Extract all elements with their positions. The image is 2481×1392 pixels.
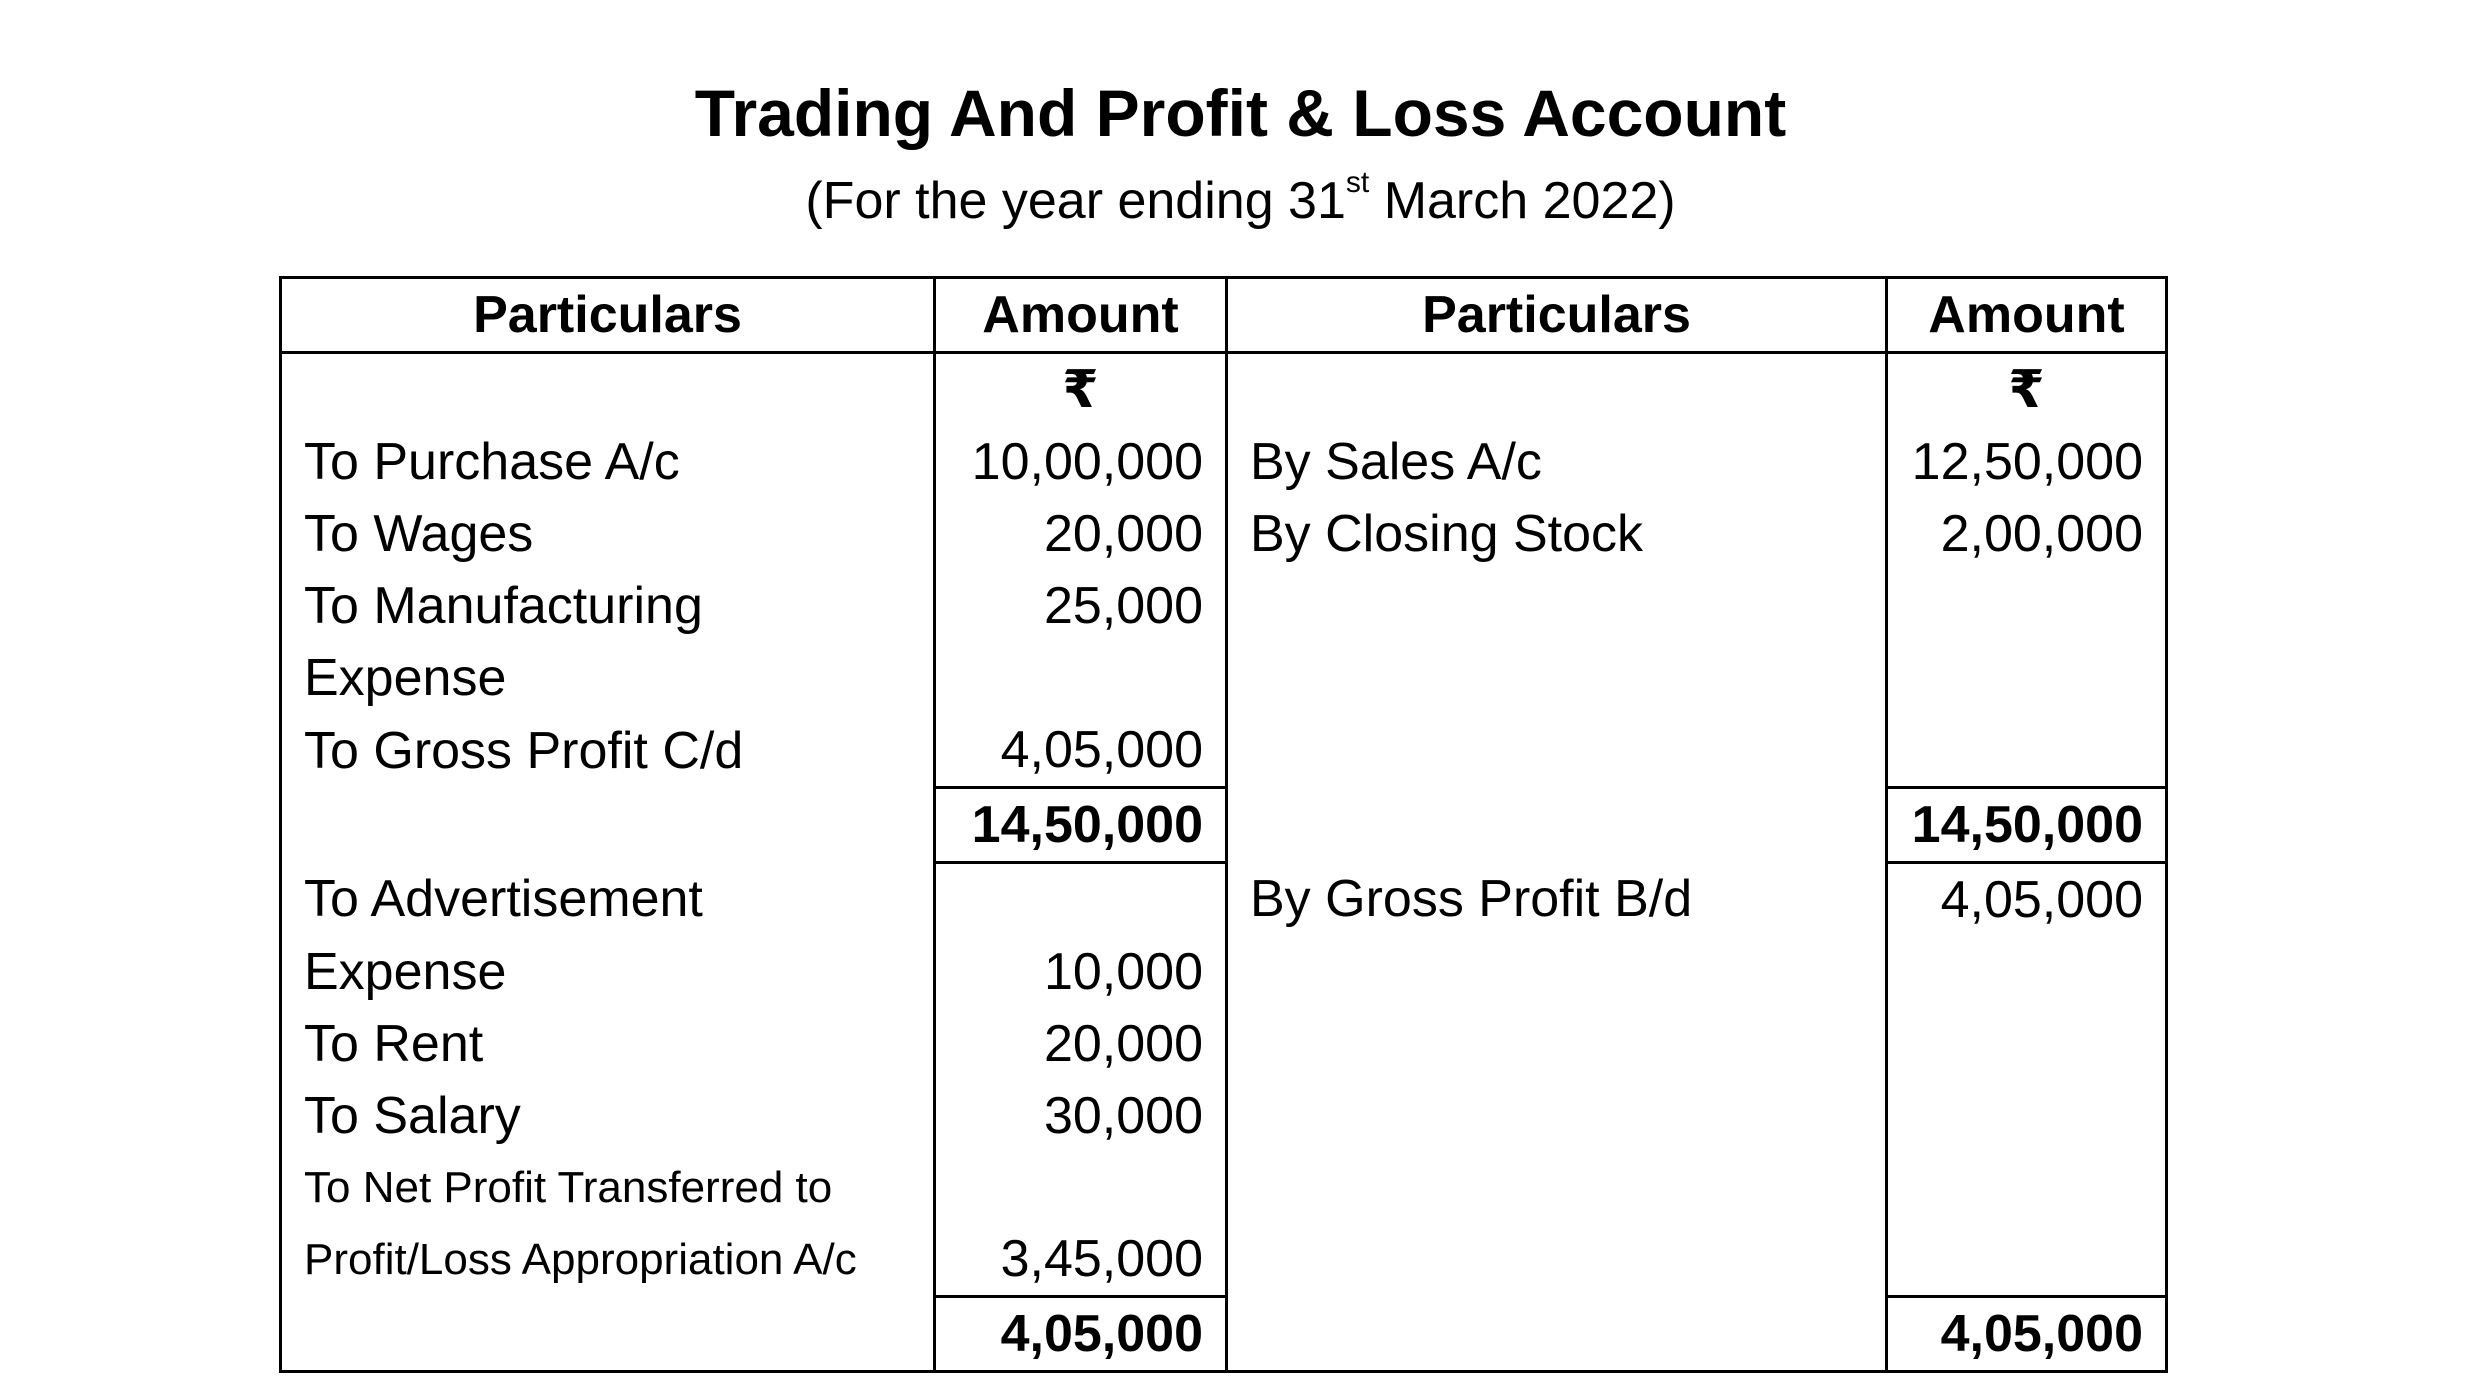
empty-cell: [281, 353, 935, 427]
subtitle-suffix: March 2022): [1369, 172, 1676, 230]
credit-amount: 4,05,000: [1887, 863, 2167, 937]
debit-particular: To Purchase A/c: [281, 426, 935, 498]
profit-loss-total-row: [281, 1296, 2167, 1371]
credit-particular: By Gross Profit B/d: [1227, 863, 1887, 937]
debit-amount: 30,000: [935, 1080, 1227, 1152]
credit-amount: 12,50,000: [1887, 426, 2167, 498]
empty-cell: [1887, 936, 2167, 1008]
rupee-symbol-credit: ₹: [1887, 353, 2167, 427]
currency-row: [281, 353, 2167, 427]
debit-particular: Expense: [281, 642, 935, 714]
empty-cell: [1227, 642, 1887, 714]
profit-loss-credit-total: 4,05,000: [1887, 1296, 2167, 1371]
column-header-particulars-debit: Particulars: [281, 278, 935, 353]
debit-amount: [935, 863, 1227, 937]
profit-loss-debit-total: 4,05,000: [935, 1296, 1227, 1371]
period-subtitle: [0, 165, 2481, 237]
empty-cell: [1887, 1152, 2167, 1296]
empty-cell: [281, 788, 935, 863]
rupee-symbol-debit: ₹: [935, 353, 1227, 427]
debit-particular: To Manufacturing: [281, 570, 935, 642]
empty-cell: [1227, 1152, 1887, 1296]
table-row: [281, 714, 2167, 788]
debit-particular: To Salary: [281, 1080, 935, 1152]
debit-amount: 20,000: [935, 498, 1227, 570]
empty-cell: [1887, 1080, 2167, 1152]
empty-cell: [1887, 642, 2167, 714]
empty-cell: [1227, 714, 1887, 788]
debit-amount: [935, 642, 1227, 714]
page-title: Trading And Profit & Loss Account: [694, 76, 1787, 150]
empty-cell: [1887, 570, 2167, 642]
table-row: [281, 1008, 2167, 1080]
table-row: [281, 936, 2167, 1008]
table-row: [281, 426, 2167, 498]
debit-amount: 4,05,000: [935, 714, 1227, 788]
empty-cell: [1227, 570, 1887, 642]
net-profit-line-2: Profit/Loss Appropriation A/c: [304, 1235, 857, 1284]
table-header-row: [281, 278, 2167, 353]
table-row: [281, 863, 2167, 937]
debit-particular: To Rent: [281, 1008, 935, 1080]
credit-amount: 2,00,000: [1887, 498, 2167, 570]
account-table: [279, 276, 2168, 1373]
empty-cell: [1227, 936, 1887, 1008]
column-header-particulars-credit: Particulars: [1227, 278, 1887, 353]
empty-cell: [1887, 1008, 2167, 1080]
trading-credit-total: 14,50,000: [1887, 788, 2167, 863]
debit-particular: To Advertisement: [281, 863, 935, 937]
empty-cell: [1227, 1008, 1887, 1080]
debit-particular: Expense: [281, 936, 935, 1008]
table-row: [281, 498, 2167, 570]
subtitle-superscript: st: [1345, 166, 1370, 199]
debit-particular: To Gross Profit C/d: [281, 714, 935, 788]
empty-cell: [1227, 788, 1887, 863]
debit-amount: 10,00,000: [935, 426, 1227, 498]
empty-cell: [1227, 353, 1887, 427]
debit-amount: 10,000: [935, 936, 1227, 1008]
debit-particular: To Wages: [281, 498, 935, 570]
empty-cell: [281, 1296, 935, 1371]
credit-particular: By Sales A/c: [1227, 426, 1887, 498]
table-row: [281, 570, 2167, 642]
subtitle-prefix: (For the year ending 31: [805, 172, 1346, 230]
empty-cell: [1227, 1080, 1887, 1152]
trading-total-row: [281, 788, 2167, 863]
debit-amount: 3,45,000: [935, 1152, 1227, 1296]
trading-debit-total: 14,50,000: [935, 788, 1227, 863]
debit-amount: 25,000: [935, 570, 1227, 642]
table-row: [281, 642, 2167, 714]
debit-amount: 20,000: [935, 1008, 1227, 1080]
table-row: [281, 1080, 2167, 1152]
net-profit-line-1: To Net Profit Transferred to: [304, 1163, 833, 1212]
empty-cell: [1227, 1296, 1887, 1371]
empty-cell: [1887, 714, 2167, 788]
debit-particular-net-profit: [281, 1152, 935, 1296]
table-row: [281, 1152, 2167, 1296]
column-header-amount-debit: Amount: [935, 278, 1227, 353]
column-header-amount-credit: Amount: [1887, 278, 2167, 353]
credit-particular: By Closing Stock: [1227, 498, 1887, 570]
